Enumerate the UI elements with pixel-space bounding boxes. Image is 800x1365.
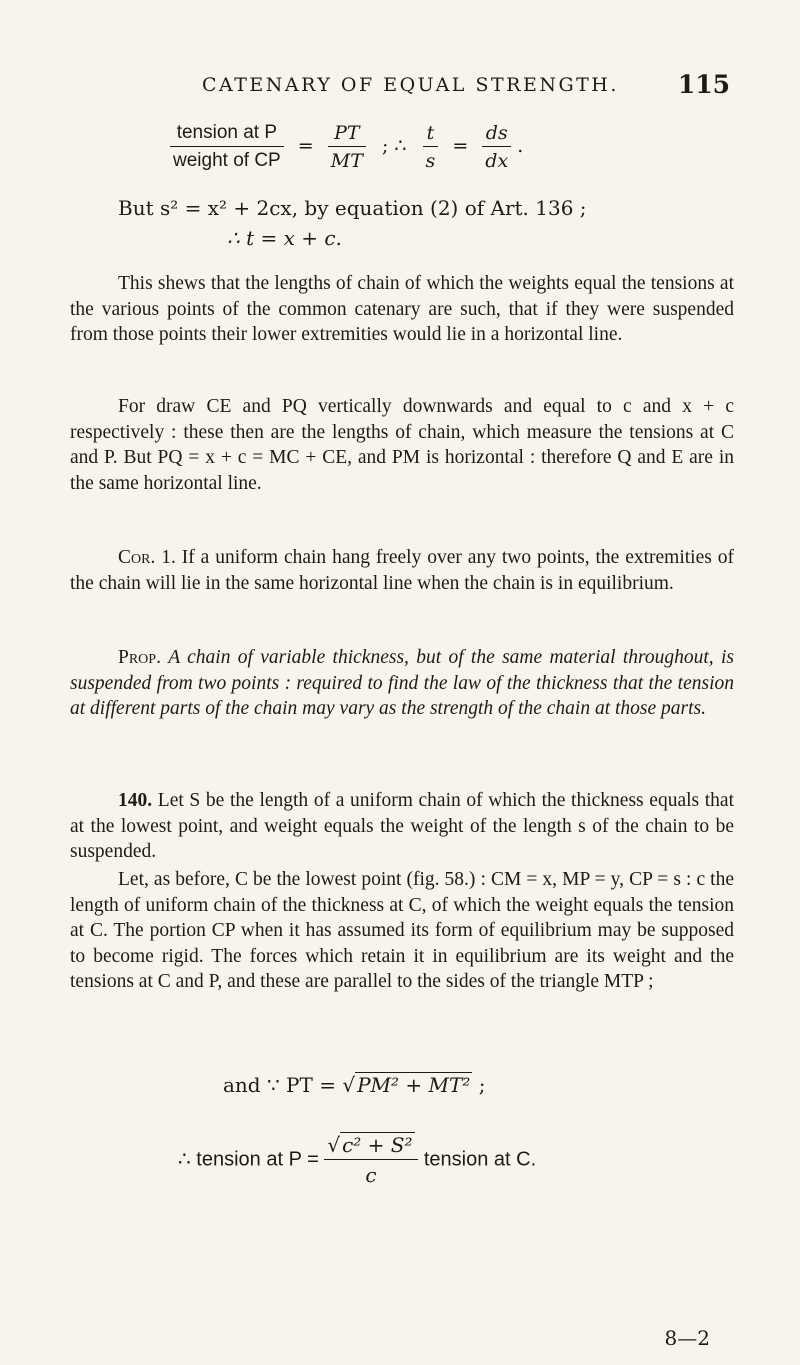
fraction-tension-weight (170, 122, 284, 172)
fraction-t-s (423, 122, 439, 172)
fraction-ds-dx (482, 122, 511, 172)
corollary-text: If a uniform chain hang freely over any two points, the extremities of the chain will lie in the same horizontal line when the chain is in equilibrium. (70, 547, 734, 594)
proposition (70, 645, 734, 722)
paragraph-for-draw: For draw CE and PQ vertically downwards and equal to c and x + c respectively : these then are the lengths of chain, which measure the tensions at C and P. But PQ = x + c = MC + CE, and PM is horizontal : therefore Q and E are in the same horizontal line. (70, 396, 734, 494)
equation-therefore: ∴ t = x + c. (227, 226, 342, 250)
signature-mark: 8—2 (664, 1326, 710, 1350)
square-root: √ c² + S² (327, 1133, 413, 1157)
article-text: Let S be the length of a uniform chain of which the thickness equals that at the lowest point, and weight equals the weight of the length s of the chain to be suspended. (70, 790, 734, 863)
corollary (70, 545, 734, 596)
fraction-denominator: dx (485, 150, 509, 172)
paragraph-let-as-before: Let, as before, C be the lowest point (fig. 58.) : CM = x, MP = y, CP = s : c the length of uniform chain of the thickness at C, of which the weight equals the tension at C. The portion CP when it has assumed its form of equilibrium may be supposed to become rigid. The forces which retain it in equilibrium are its weight and the tensions at C and P, and these are parallel to the sides of the triangle MTP ; (70, 869, 734, 993)
fraction-sqrt-over-c (324, 1133, 417, 1187)
square-root: √ PM² + MT² (342, 1073, 471, 1097)
article-140 (70, 788, 734, 865)
fraction-numerator (324, 1133, 417, 1160)
fraction-denominator: weight of CP (173, 150, 281, 171)
equation-prefix: and ∵ PT = (223, 1073, 343, 1097)
fraction-pt-mt (328, 122, 366, 172)
fraction-denominator: c (365, 1163, 377, 1187)
fraction-numerator: tension at P (170, 122, 284, 147)
radicand: PM² + MT² (357, 1073, 471, 1097)
fraction-denominator: MT (330, 150, 363, 172)
page-header (202, 70, 730, 104)
equation-tension-ratio: $\frac{\text{tension at P}}{\text{weight of CP}}$ = $\frac{PT}{MT}$ ; ∴ $\frac{t}{s}$ = $\frac{ds}{dx}$ . (170, 122, 523, 172)
corollary-label: Cor. 1. (118, 547, 176, 568)
proposition-text: A chain of variable thickness, but of the same material throughout, is suspended from two points : required to find the law of the thickness that the tension at different parts of the chain may vary as the strength of the chain at those parts. (70, 647, 734, 720)
running-head: CATENARY OF EQUAL STRENGTH. (202, 74, 619, 96)
article-number: 140. (118, 790, 153, 811)
radicand: c² + S² (342, 1133, 413, 1157)
equation-prefix: ∴ tension at P = (178, 1148, 325, 1171)
equation-suffix: ; (478, 1073, 486, 1097)
fraction-numerator: t (423, 122, 439, 147)
fraction-numerator: PT (328, 122, 366, 147)
fraction-numerator: ds (482, 122, 511, 147)
page-number: 115 (677, 70, 730, 99)
equation-separator: ; ∴ (381, 135, 407, 157)
proposition-label: Prop. (118, 647, 161, 668)
equation-suffix: tension at C. (423, 1148, 537, 1171)
equation-but: But s² = x² + 2cx, by equation (2) of Art. 136 ; (118, 196, 587, 220)
paragraph-shews: This shews that the lengths of chain of which the weights equal the tensions at the various points of the common catenary are such, that if they were suspended from those points their lower extremities would lie in a horizontal line. (70, 273, 734, 346)
fraction-denominator: s (425, 150, 436, 172)
equation-tension-at-p (178, 1133, 536, 1187)
equation-pt-sqrt (223, 1073, 485, 1097)
